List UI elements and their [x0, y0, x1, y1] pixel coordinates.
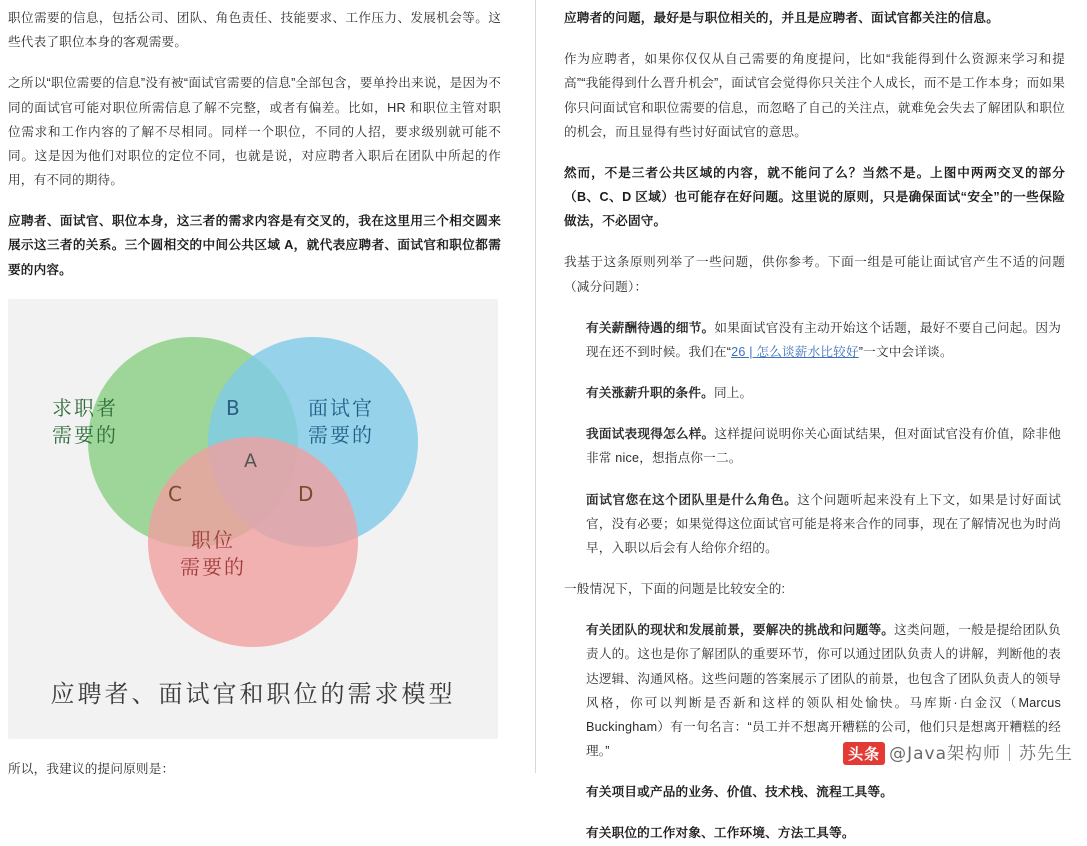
list-item: [586, 780, 1061, 804]
list-item-lead: 有关项目或产品的业务、价值、技术栈、流程工具等。: [586, 785, 894, 800]
venn-diagram-svg: [8, 307, 498, 652]
figure-caption: 应聘者、面试官和职位的需求模型: [50, 679, 456, 708]
venn-region-b: B: [226, 395, 242, 420]
paragraph: 然而，不是三者公共区域的内容，就不能问了么？当然不是。上图中两两交叉的部分（B、C、D 区域）也可能存在好问题。这里说的原则，只是确保面试“安全”的一些保险做法，不必固守。: [564, 165, 1065, 229]
venn-region-c: C: [168, 481, 184, 506]
venn-region-d: D: [298, 481, 316, 506]
list-item-lead: 有关薪酬待遇的细节。: [586, 320, 715, 335]
list-item-text: 同上。: [713, 386, 753, 401]
list-item-text: 这个问题听起来没有上下文，如果是讨好面试官，没有必要；如果觉得这位面试官可能是将来合作的同事，现在了解情况也为时尚早，入职以后会有人给你介绍的。: [586, 492, 1062, 555]
left-column: [0, 0, 535, 776]
article-link[interactable]: 26 | 怎么谈薪水比较好: [731, 344, 859, 359]
venn-diagram-figure: [8, 299, 498, 739]
venn-label-candidate: 求职者 需要的: [52, 395, 118, 447]
list-item: [586, 381, 1061, 405]
list-item: [586, 488, 1061, 561]
venn-label-position: 职位 需要的: [180, 527, 246, 579]
list-item-text-tail: ”一文中会详谈。: [858, 344, 953, 359]
paragraph: 所以，我建议的提问原则是：: [8, 761, 175, 776]
venn-label-interviewer: 面试官 需要的: [308, 395, 374, 447]
list-item: [586, 422, 1061, 470]
right-column: [536, 0, 1087, 841]
list-item-text: 如果面试官没有主动开始这个话题，最好不要自己问起。因为现在还不到时候。我们在“: [586, 320, 1061, 359]
list-item: [586, 821, 1061, 845]
paragraph: 我基于这条原则列举了一些问题，供你参考。下面一组是可能让面试官产生不适的问题（减分问题）：: [564, 255, 1065, 294]
watermark: [843, 739, 1073, 765]
list-item-lead: 我面试表现得怎么样。: [586, 427, 715, 442]
list-item: [586, 316, 1061, 364]
watermark-logo: 头条: [843, 742, 885, 765]
list-item-lead: 有关团队的现状和发展前景，要解决的挑战和问题等。: [586, 623, 895, 638]
list-item-text: 这样提问说明你关心面试结果，但对面试官没有价值，除非他非常 nice，想指点你一二。: [586, 427, 1061, 466]
paragraph: 职位需要的信息，包括公司、团队、角色责任、技能要求、工作压力、发展机会等。这些代表了职位本身的客观需要。: [8, 11, 501, 50]
paragraph: 一般情况下，下面的问题是比较安全的:: [564, 582, 786, 597]
list-item-lead: 有关涨薪升职的条件。: [586, 386, 714, 401]
list-item-text: 这类问题，一般是提给团队负责人的。这也是你了解团队的重要环节，你可以通过团队负责人的讲解，判断他的表达逻辑、沟通风格。这些问题的答案展示了团队的前景，也包含了团队负责人的领导风格，你可以判断是否新和这样的领队相处愉快。马库斯·白金汉（Marcus Buckingham）有一句名言：“员工并不想离开糟糕的公司，他们只是想离开糟糕的经理。”: [586, 623, 1061, 759]
venn-region-a: A: [244, 449, 258, 472]
list-item-lead: 面试官您在这个团队里是什么角色。: [586, 492, 798, 507]
watermark-text: @Java架构师｜苏先生: [889, 744, 1073, 764]
list-item-lead: 有关职位的工作对象、工作环境、方法工具等。: [586, 826, 855, 841]
paragraph: 应聘者、面试官、职位本身，这三者的需求内容是有交叉的，我在这里用三个相交圆来展示这三者的关系。三个圆相交的中间公共区域 A，就代表应聘者、面试官和职位都需要的内容。: [8, 214, 501, 277]
paragraph: 应聘者的问题，最好是与职位相关的，并且是应聘者、面试官都关注的信息。: [564, 11, 999, 25]
paragraph: 作为应聘者，如果你仅仅从自己需要的角度提问，比如“我能得到什么资源来学习和提高”“我能得到什么晋升机会”，面试官会觉得你只关注个人成长，而不是工作本身；而如果你只问面试官和职位需要的信息，而忽略了自己的关注点，就难免会失去了解团队和职位的机会，而且显得有些讨好面试官的意思。: [564, 52, 1065, 139]
paragraph: 之所以“职位需要的信息”没有被“面试官需要的信息”全部包含，要单拎出来说，是因为不同的面试官可能对职位所需信息了解不完整，或者有偏差。比如，HR 和职位主管对职位需求和工作内容的了解不尽相同。同样一个职位，不同的人招，要求级别就可能不同。这是因为他们对职位的定位不同，也就是说，对应聘者入职后在团队中所起的作用，有不同的期待。: [8, 76, 501, 188]
